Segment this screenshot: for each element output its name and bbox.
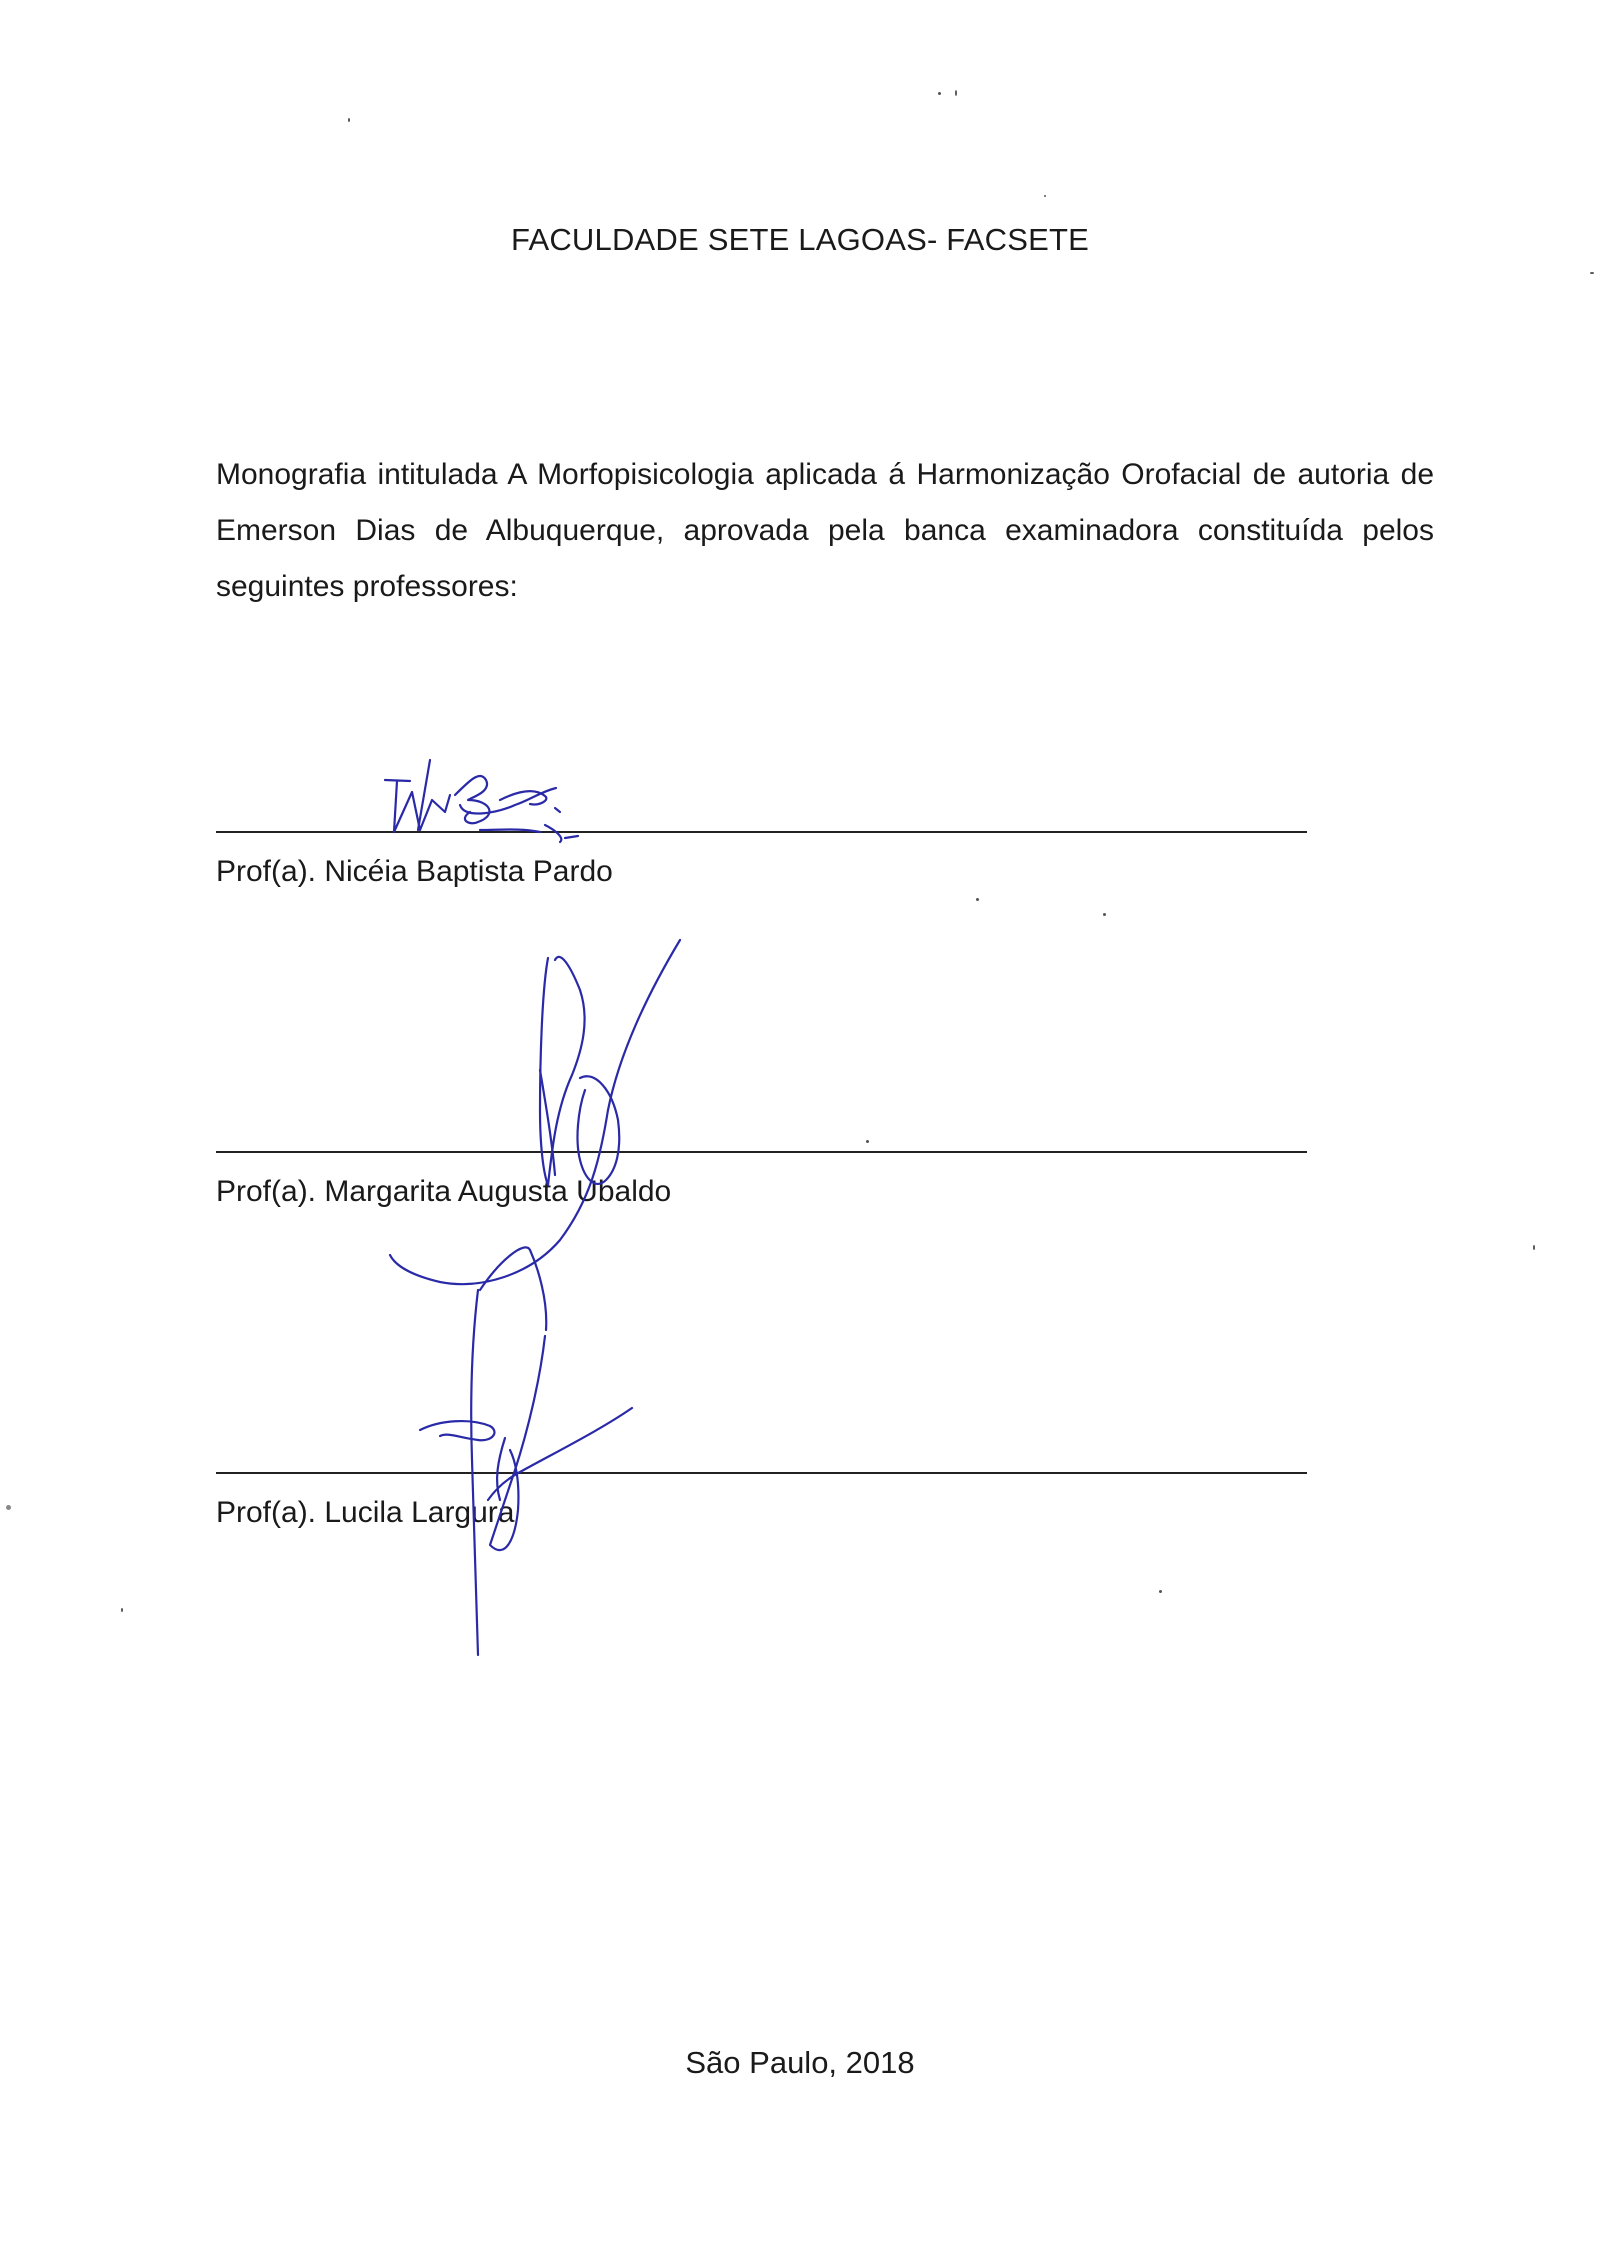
scan-speck [1044,195,1046,197]
signature-1 [385,760,578,842]
signature-3 [420,1247,632,1655]
scan-speck [348,118,350,122]
scan-speck [1590,272,1594,274]
scan-speck [121,1608,123,1612]
scan-speck [1159,1590,1162,1593]
signatory-name-3: Prof(a). Lucila Largura [216,1496,515,1529]
scan-speck [866,1140,869,1143]
signatory-name-2: Prof(a). Margarita Augusta Ubaldo [216,1175,672,1208]
signature-line-3 [216,1472,1307,1474]
approval-statement: Monografia intitulada A Morfopisicologia aplicada á Harmonização Orofacial de autoria de Emerson Dias de Albuquerque, aprovada pela banca examinadora constituída pelos seguintes professores: [216,458,1434,603]
scan-speck [6,1505,11,1510]
scan-speck [1103,913,1106,916]
signature-2 [390,940,680,1284]
scan-speck [976,898,979,901]
signatory-name-1: Prof(a). Nicéia Baptista Pardo [216,855,613,888]
place-and-date: São Paulo, 2018 [685,2045,915,2080]
scan-speck [1533,1245,1535,1250]
scan-speck [955,90,957,96]
signature-line-1 [216,831,1307,833]
signature-line-2 [216,1151,1307,1153]
institution-title: FACULDADE SETE LAGOAS- FACSETE [511,222,1089,257]
scan-speck [938,92,941,95]
